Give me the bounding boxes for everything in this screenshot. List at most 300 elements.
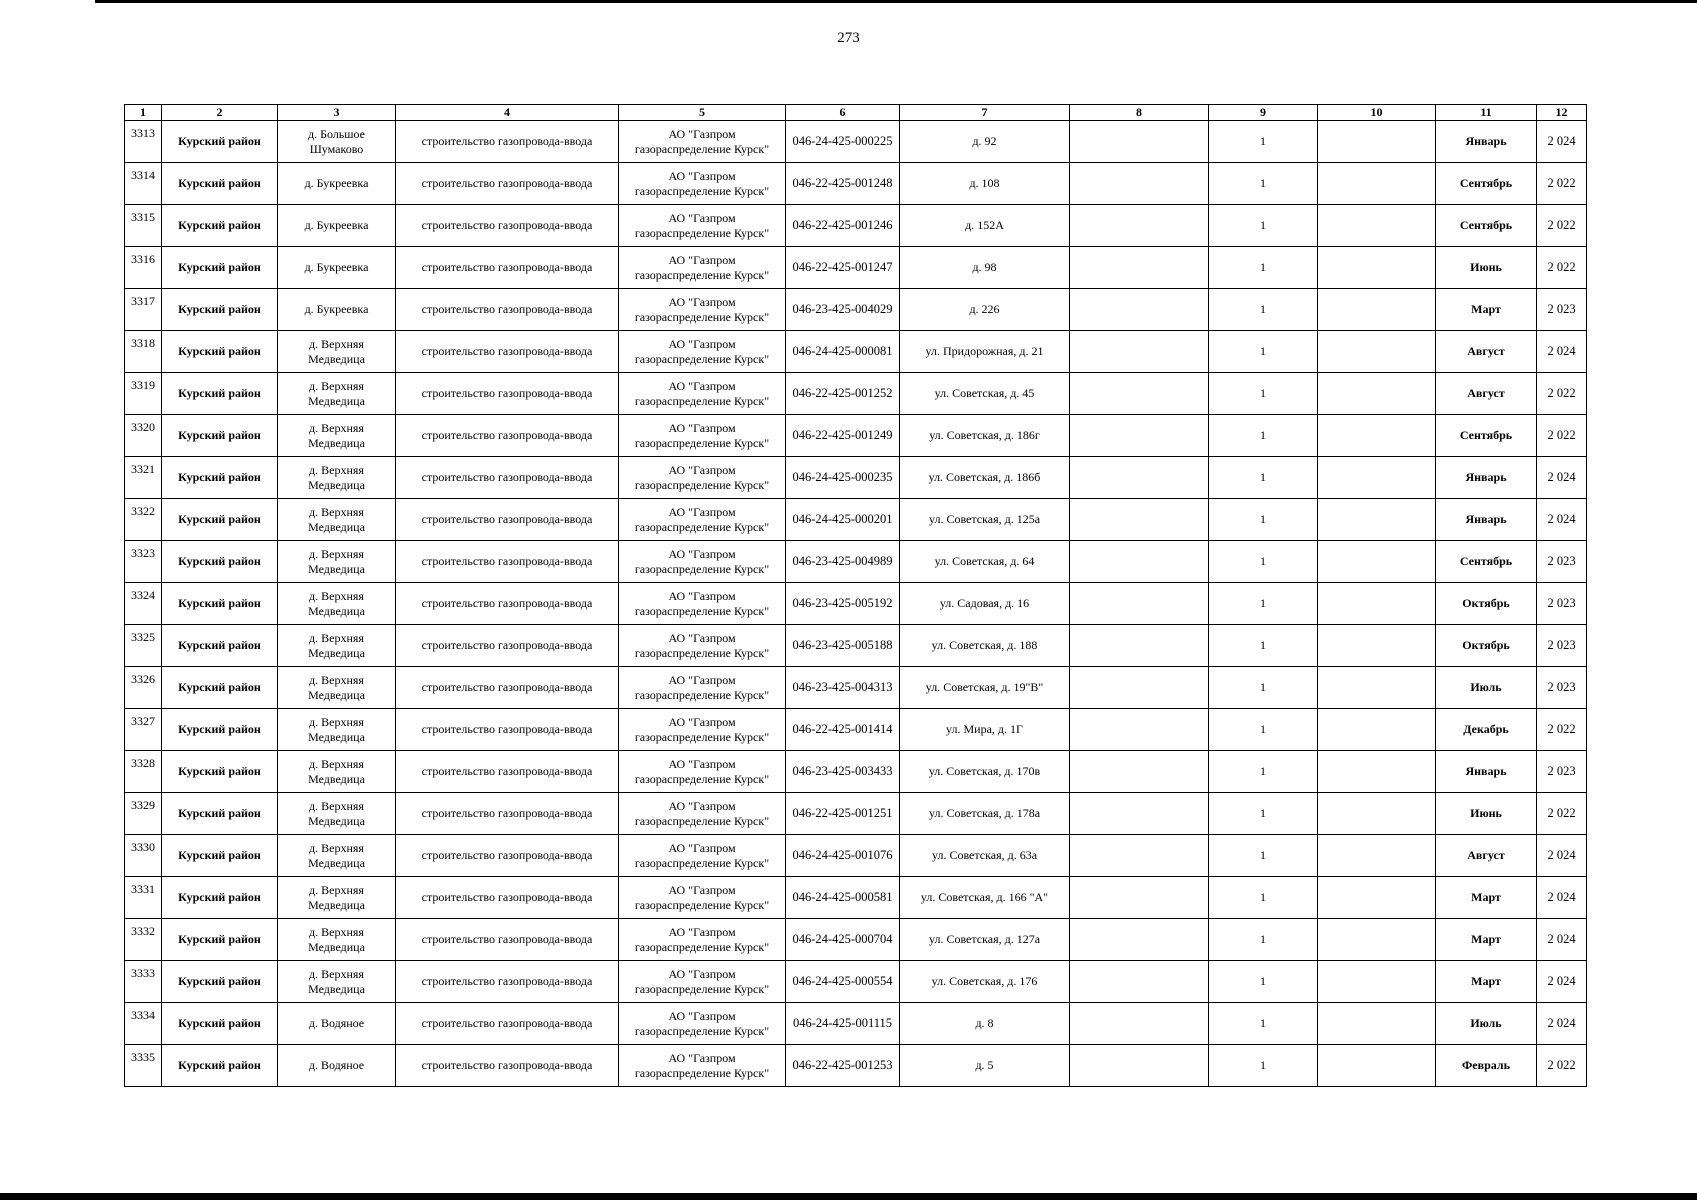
organization-cell: АО "Газпром газораспределение Курск" <box>619 793 786 835</box>
column-header-3: 3 <box>278 105 396 121</box>
quantity-cell: 1 <box>1209 919 1318 961</box>
year-cell: 2 024 <box>1537 331 1587 373</box>
quantity-cell: 1 <box>1209 793 1318 835</box>
row-number: 3318 <box>125 331 162 373</box>
code-cell: 046-22-425-001251 <box>786 793 900 835</box>
organization-cell: АО "Газпром газораспределение Курск" <box>619 415 786 457</box>
code-cell: 046-22-425-001414 <box>786 709 900 751</box>
district-cell: Курский район <box>162 709 278 751</box>
row-number: 3317 <box>125 289 162 331</box>
work-type-cell: строительство газопровода-ввода <box>396 415 619 457</box>
organization-cell: АО "Газпром газораспределение Курск" <box>619 1003 786 1045</box>
registry-table <box>124 104 1587 1087</box>
code-cell: 046-22-425-001252 <box>786 373 900 415</box>
year-cell: 2 023 <box>1537 751 1587 793</box>
column-10-cell <box>1318 373 1436 415</box>
work-type-cell: строительство газопровода-ввода <box>396 751 619 793</box>
column-8-cell <box>1070 289 1209 331</box>
column-header-7: 7 <box>900 105 1070 121</box>
district-cell: Курский район <box>162 457 278 499</box>
address-cell: ул. Советская, д. 127а <box>900 919 1070 961</box>
quantity-cell: 1 <box>1209 163 1318 205</box>
code-cell: 046-24-425-000225 <box>786 121 900 163</box>
table-row <box>125 541 1587 583</box>
column-8-cell <box>1070 961 1209 1003</box>
month-cell: Сентябрь <box>1436 163 1537 205</box>
organization-cell: АО "Газпром газораспределение Курск" <box>619 751 786 793</box>
work-type-cell: строительство газопровода-ввода <box>396 835 619 877</box>
work-type-cell: строительство газопровода-ввода <box>396 541 619 583</box>
code-cell: 046-24-425-001115 <box>786 1003 900 1045</box>
address-cell: д. 5 <box>900 1045 1070 1087</box>
row-number: 3314 <box>125 163 162 205</box>
code-cell: 046-23-425-004989 <box>786 541 900 583</box>
row-number: 3333 <box>125 961 162 1003</box>
column-8-cell <box>1070 205 1209 247</box>
district-cell: Курский район <box>162 373 278 415</box>
year-cell: 2 023 <box>1537 667 1587 709</box>
work-type-cell: строительство газопровода-ввода <box>396 667 619 709</box>
organization-cell: АО "Газпром газораспределение Курск" <box>619 667 786 709</box>
work-type-cell: строительство газопровода-ввода <box>396 583 619 625</box>
work-type-cell: строительство газопровода-ввода <box>396 121 619 163</box>
district-cell: Курский район <box>162 667 278 709</box>
address-cell: ул. Советская, д. 63а <box>900 835 1070 877</box>
month-cell: Январь <box>1436 121 1537 163</box>
organization-cell: АО "Газпром газораспределение Курск" <box>619 247 786 289</box>
year-cell: 2 023 <box>1537 289 1587 331</box>
district-cell: Курский район <box>162 793 278 835</box>
row-number: 3331 <box>125 877 162 919</box>
year-cell: 2 022 <box>1537 373 1587 415</box>
year-cell: 2 024 <box>1537 457 1587 499</box>
column-10-cell <box>1318 793 1436 835</box>
table-row <box>125 1003 1587 1045</box>
district-cell: Курский район <box>162 205 278 247</box>
organization-cell: АО "Газпром газораспределение Курск" <box>619 457 786 499</box>
column-10-cell <box>1318 499 1436 541</box>
column-10-cell <box>1318 1003 1436 1045</box>
table-row <box>125 205 1587 247</box>
settlement-cell: д. Водяное <box>278 1045 396 1087</box>
table-row <box>125 877 1587 919</box>
column-header-12: 12 <box>1537 105 1587 121</box>
settlement-cell: д. Верхняя Медведица <box>278 793 396 835</box>
table-row <box>125 415 1587 457</box>
column-10-cell <box>1318 751 1436 793</box>
quantity-cell: 1 <box>1209 541 1318 583</box>
work-type-cell: строительство газопровода-ввода <box>396 457 619 499</box>
code-cell: 046-24-425-000235 <box>786 457 900 499</box>
settlement-cell: д. Верхняя Медведица <box>278 415 396 457</box>
column-8-cell <box>1070 1045 1209 1087</box>
row-number: 3324 <box>125 583 162 625</box>
table-row <box>125 793 1587 835</box>
district-cell: Курский район <box>162 877 278 919</box>
column-8-cell <box>1070 121 1209 163</box>
table-row <box>125 667 1587 709</box>
work-type-cell: строительство газопровода-ввода <box>396 247 619 289</box>
column-10-cell <box>1318 331 1436 373</box>
page-number: 273 <box>837 30 860 46</box>
settlement-cell: д. Верхняя Медведица <box>278 961 396 1003</box>
settlement-cell: д. Верхняя Медведица <box>278 583 396 625</box>
district-cell: Курский район <box>162 1045 278 1087</box>
month-cell: Март <box>1436 919 1537 961</box>
code-cell: 046-23-425-004029 <box>786 289 900 331</box>
district-cell: Курский район <box>162 961 278 1003</box>
column-10-cell <box>1318 457 1436 499</box>
code-cell: 046-24-425-000554 <box>786 961 900 1003</box>
address-cell: ул. Советская, д. 45 <box>900 373 1070 415</box>
row-number: 3335 <box>125 1045 162 1087</box>
year-cell: 2 022 <box>1537 709 1587 751</box>
quantity-cell: 1 <box>1209 457 1318 499</box>
quantity-cell: 1 <box>1209 247 1318 289</box>
address-cell: ул. Советская, д. 176 <box>900 961 1070 1003</box>
column-header-1: 1 <box>125 105 162 121</box>
settlement-cell: д. Водяное <box>278 1003 396 1045</box>
organization-cell: АО "Газпром газораспределение Курск" <box>619 373 786 415</box>
work-type-cell: строительство газопровода-ввода <box>396 709 619 751</box>
table-row <box>125 709 1587 751</box>
month-cell: Январь <box>1436 457 1537 499</box>
work-type-cell: строительство газопровода-ввода <box>396 1045 619 1087</box>
year-cell: 2 022 <box>1537 163 1587 205</box>
code-cell: 046-23-425-005192 <box>786 583 900 625</box>
scan-border-bottom <box>0 1193 1697 1200</box>
quantity-cell: 1 <box>1209 877 1318 919</box>
organization-cell: АО "Газпром газораспределение Курск" <box>619 583 786 625</box>
quantity-cell: 1 <box>1209 289 1318 331</box>
row-number: 3323 <box>125 541 162 583</box>
code-cell: 046-24-425-000081 <box>786 331 900 373</box>
month-cell: Июнь <box>1436 247 1537 289</box>
code-cell: 046-22-425-001248 <box>786 163 900 205</box>
month-cell: Август <box>1436 835 1537 877</box>
year-cell: 2 022 <box>1537 247 1587 289</box>
settlement-cell: д. Букреевка <box>278 289 396 331</box>
column-8-cell <box>1070 373 1209 415</box>
header-row <box>125 105 1587 121</box>
column-8-cell <box>1070 1003 1209 1045</box>
organization-cell: АО "Газпром газораспределение Курск" <box>619 625 786 667</box>
table-row <box>125 247 1587 289</box>
settlement-cell: д. Верхняя Медведица <box>278 541 396 583</box>
organization-cell: АО "Газпром газораспределение Курск" <box>619 877 786 919</box>
table-row <box>125 289 1587 331</box>
address-cell: ул. Советская, д. 170в <box>900 751 1070 793</box>
settlement-cell: д. Верхняя Медведица <box>278 625 396 667</box>
address-cell: ул. Советская, д. 178а <box>900 793 1070 835</box>
month-cell: Сентябрь <box>1436 541 1537 583</box>
year-cell: 2 022 <box>1537 415 1587 457</box>
district-cell: Курский район <box>162 583 278 625</box>
code-cell: 046-24-425-000704 <box>786 919 900 961</box>
year-cell: 2 024 <box>1537 121 1587 163</box>
column-10-cell <box>1318 583 1436 625</box>
month-cell: Октябрь <box>1436 583 1537 625</box>
year-cell: 2 024 <box>1537 961 1587 1003</box>
row-number: 3321 <box>125 457 162 499</box>
row-number: 3316 <box>125 247 162 289</box>
settlement-cell: д. Верхняя Медведица <box>278 457 396 499</box>
row-number: 3325 <box>125 625 162 667</box>
quantity-cell: 1 <box>1209 667 1318 709</box>
column-header-8: 8 <box>1070 105 1209 121</box>
organization-cell: АО "Газпром газораспределение Курск" <box>619 331 786 373</box>
row-number: 3319 <box>125 373 162 415</box>
table-row <box>125 373 1587 415</box>
district-cell: Курский район <box>162 289 278 331</box>
organization-cell: АО "Газпром газораспределение Курск" <box>619 541 786 583</box>
month-cell: Август <box>1436 331 1537 373</box>
column-8-cell <box>1070 247 1209 289</box>
organization-cell: АО "Газпром газораспределение Курск" <box>619 709 786 751</box>
code-cell: 046-24-425-000581 <box>786 877 900 919</box>
column-header-5: 5 <box>619 105 786 121</box>
column-10-cell <box>1318 919 1436 961</box>
address-cell: ул. Советская, д. 186г <box>900 415 1070 457</box>
year-cell: 2 024 <box>1537 919 1587 961</box>
column-10-cell <box>1318 1045 1436 1087</box>
address-cell: д. 8 <box>900 1003 1070 1045</box>
code-cell: 046-22-425-001249 <box>786 415 900 457</box>
code-cell: 046-24-425-000201 <box>786 499 900 541</box>
quantity-cell: 1 <box>1209 709 1318 751</box>
year-cell: 2 022 <box>1537 793 1587 835</box>
district-cell: Курский район <box>162 625 278 667</box>
quantity-cell: 1 <box>1209 835 1318 877</box>
settlement-cell: д. Верхняя Медведица <box>278 709 396 751</box>
year-cell: 2 022 <box>1537 205 1587 247</box>
table-row <box>125 625 1587 667</box>
column-10-cell <box>1318 961 1436 1003</box>
settlement-cell: д. Верхняя Медведица <box>278 877 396 919</box>
quantity-cell: 1 <box>1209 331 1318 373</box>
column-8-cell <box>1070 751 1209 793</box>
organization-cell: АО "Газпром газораспределение Курск" <box>619 121 786 163</box>
month-cell: Август <box>1436 373 1537 415</box>
work-type-cell: строительство газопровода-ввода <box>396 205 619 247</box>
code-cell: 046-23-425-005188 <box>786 625 900 667</box>
address-cell: ул. Придорожная, д. 21 <box>900 331 1070 373</box>
column-10-cell <box>1318 625 1436 667</box>
quantity-cell: 1 <box>1209 1045 1318 1087</box>
column-8-cell <box>1070 583 1209 625</box>
settlement-cell: д. Верхняя Медведица <box>278 331 396 373</box>
column-10-cell <box>1318 247 1436 289</box>
quantity-cell: 1 <box>1209 415 1318 457</box>
column-8-cell <box>1070 835 1209 877</box>
quantity-cell: 1 <box>1209 373 1318 415</box>
row-number: 3332 <box>125 919 162 961</box>
organization-cell: АО "Газпром газораспределение Курск" <box>619 835 786 877</box>
address-cell: д. 152А <box>900 205 1070 247</box>
code-cell: 046-24-425-001076 <box>786 835 900 877</box>
quantity-cell: 1 <box>1209 121 1318 163</box>
settlement-cell: д. Букреевка <box>278 247 396 289</box>
month-cell: Январь <box>1436 751 1537 793</box>
column-8-cell <box>1070 709 1209 751</box>
settlement-cell: д. Верхняя Медведица <box>278 919 396 961</box>
address-cell: ул. Садовая, д. 16 <box>900 583 1070 625</box>
year-cell: 2 023 <box>1537 583 1587 625</box>
year-cell: 2 023 <box>1537 541 1587 583</box>
row-number: 3329 <box>125 793 162 835</box>
table-row <box>125 1045 1587 1087</box>
work-type-cell: строительство газопровода-ввода <box>396 163 619 205</box>
organization-cell: АО "Газпром газораспределение Курск" <box>619 499 786 541</box>
district-cell: Курский район <box>162 121 278 163</box>
quantity-cell: 1 <box>1209 205 1318 247</box>
quantity-cell: 1 <box>1209 961 1318 1003</box>
work-type-cell: строительство газопровода-ввода <box>396 373 619 415</box>
table-row <box>125 499 1587 541</box>
column-8-cell <box>1070 541 1209 583</box>
table-row <box>125 331 1587 373</box>
table-row <box>125 751 1587 793</box>
month-cell: Январь <box>1436 499 1537 541</box>
column-10-cell <box>1318 709 1436 751</box>
column-8-cell <box>1070 415 1209 457</box>
column-8-cell <box>1070 331 1209 373</box>
address-cell: д. 226 <box>900 289 1070 331</box>
code-cell: 046-22-425-001246 <box>786 205 900 247</box>
table-row <box>125 919 1587 961</box>
row-number: 3330 <box>125 835 162 877</box>
address-cell: д. 92 <box>900 121 1070 163</box>
address-cell: ул. Советская, д. 188 <box>900 625 1070 667</box>
column-10-cell <box>1318 163 1436 205</box>
quantity-cell: 1 <box>1209 583 1318 625</box>
work-type-cell: строительство газопровода-ввода <box>396 625 619 667</box>
table-row <box>125 457 1587 499</box>
column-10-cell <box>1318 541 1436 583</box>
row-number: 3313 <box>125 121 162 163</box>
month-cell: Март <box>1436 961 1537 1003</box>
quantity-cell: 1 <box>1209 1003 1318 1045</box>
address-cell: ул. Советская, д. 64 <box>900 541 1070 583</box>
row-number: 3326 <box>125 667 162 709</box>
year-cell: 2 023 <box>1537 625 1587 667</box>
month-cell: Июнь <box>1436 793 1537 835</box>
year-cell: 2 024 <box>1537 499 1587 541</box>
column-10-cell <box>1318 121 1436 163</box>
organization-cell: АО "Газпром газораспределение Курск" <box>619 1045 786 1087</box>
organization-cell: АО "Газпром газораспределение Курск" <box>619 205 786 247</box>
row-number: 3315 <box>125 205 162 247</box>
column-header-9: 9 <box>1209 105 1318 121</box>
settlement-cell: д. Верхняя Медведица <box>278 499 396 541</box>
column-10-cell <box>1318 877 1436 919</box>
column-8-cell <box>1070 877 1209 919</box>
district-cell: Курский район <box>162 415 278 457</box>
settlement-cell: д. Букреевка <box>278 163 396 205</box>
row-number: 3334 <box>125 1003 162 1045</box>
column-10-cell <box>1318 835 1436 877</box>
column-8-cell <box>1070 163 1209 205</box>
column-8-cell <box>1070 499 1209 541</box>
column-header-4: 4 <box>396 105 619 121</box>
work-type-cell: строительство газопровода-ввода <box>396 961 619 1003</box>
organization-cell: АО "Газпром газораспределение Курск" <box>619 289 786 331</box>
code-cell: 046-23-425-004313 <box>786 667 900 709</box>
work-type-cell: строительство газопровода-ввода <box>396 289 619 331</box>
address-cell: ул. Советская, д. 166 "А" <box>900 877 1070 919</box>
district-cell: Курский район <box>162 331 278 373</box>
quantity-cell: 1 <box>1209 751 1318 793</box>
district-cell: Курский район <box>162 247 278 289</box>
settlement-cell: д. Верхняя Медведица <box>278 751 396 793</box>
column-header-10: 10 <box>1318 105 1436 121</box>
column-8-cell <box>1070 625 1209 667</box>
scan-border-top <box>95 0 1697 3</box>
month-cell: Июль <box>1436 667 1537 709</box>
year-cell: 2 024 <box>1537 835 1587 877</box>
work-type-cell: строительство газопровода-ввода <box>396 1003 619 1045</box>
work-type-cell: строительство газопровода-ввода <box>396 331 619 373</box>
district-cell: Курский район <box>162 1003 278 1045</box>
address-cell: ул. Советская, д. 186б <box>900 457 1070 499</box>
address-cell: д. 98 <box>900 247 1070 289</box>
work-type-cell: строительство газопровода-ввода <box>396 877 619 919</box>
organization-cell: АО "Газпром газораспределение Курск" <box>619 919 786 961</box>
table-row <box>125 961 1587 1003</box>
column-8-cell <box>1070 793 1209 835</box>
year-cell: 2 024 <box>1537 877 1587 919</box>
table-row <box>125 583 1587 625</box>
year-cell: 2 024 <box>1537 1003 1587 1045</box>
settlement-cell: д. Букреевка <box>278 205 396 247</box>
organization-cell: АО "Газпром газораспределение Курск" <box>619 961 786 1003</box>
code-cell: 046-23-425-003433 <box>786 751 900 793</box>
month-cell: Октябрь <box>1436 625 1537 667</box>
column-10-cell <box>1318 205 1436 247</box>
month-cell: Сентябрь <box>1436 415 1537 457</box>
work-type-cell: строительство газопровода-ввода <box>396 793 619 835</box>
table-body <box>125 121 1587 1087</box>
row-number: 3322 <box>125 499 162 541</box>
district-cell: Курский район <box>162 541 278 583</box>
table-row <box>125 835 1587 877</box>
address-cell: ул. Советская, д. 125а <box>900 499 1070 541</box>
code-cell: 046-22-425-001247 <box>786 247 900 289</box>
column-8-cell <box>1070 667 1209 709</box>
month-cell: Июль <box>1436 1003 1537 1045</box>
year-cell: 2 022 <box>1537 1045 1587 1087</box>
column-8-cell <box>1070 919 1209 961</box>
column-header-6: 6 <box>786 105 900 121</box>
column-10-cell <box>1318 415 1436 457</box>
row-number: 3328 <box>125 751 162 793</box>
quantity-cell: 1 <box>1209 625 1318 667</box>
table-row <box>125 163 1587 205</box>
settlement-cell: д. Верхняя Медведица <box>278 667 396 709</box>
work-type-cell: строительство газопровода-ввода <box>396 499 619 541</box>
row-number: 3327 <box>125 709 162 751</box>
column-8-cell <box>1070 457 1209 499</box>
district-cell: Курский район <box>162 835 278 877</box>
code-cell: 046-22-425-001253 <box>786 1045 900 1087</box>
address-cell: ул. Мира, д. 1Г <box>900 709 1070 751</box>
month-cell: Сентябрь <box>1436 205 1537 247</box>
column-10-cell <box>1318 289 1436 331</box>
address-cell: д. 108 <box>900 163 1070 205</box>
column-10-cell <box>1318 667 1436 709</box>
settlement-cell: д. Верхняя Медведица <box>278 835 396 877</box>
column-header-2: 2 <box>162 105 278 121</box>
